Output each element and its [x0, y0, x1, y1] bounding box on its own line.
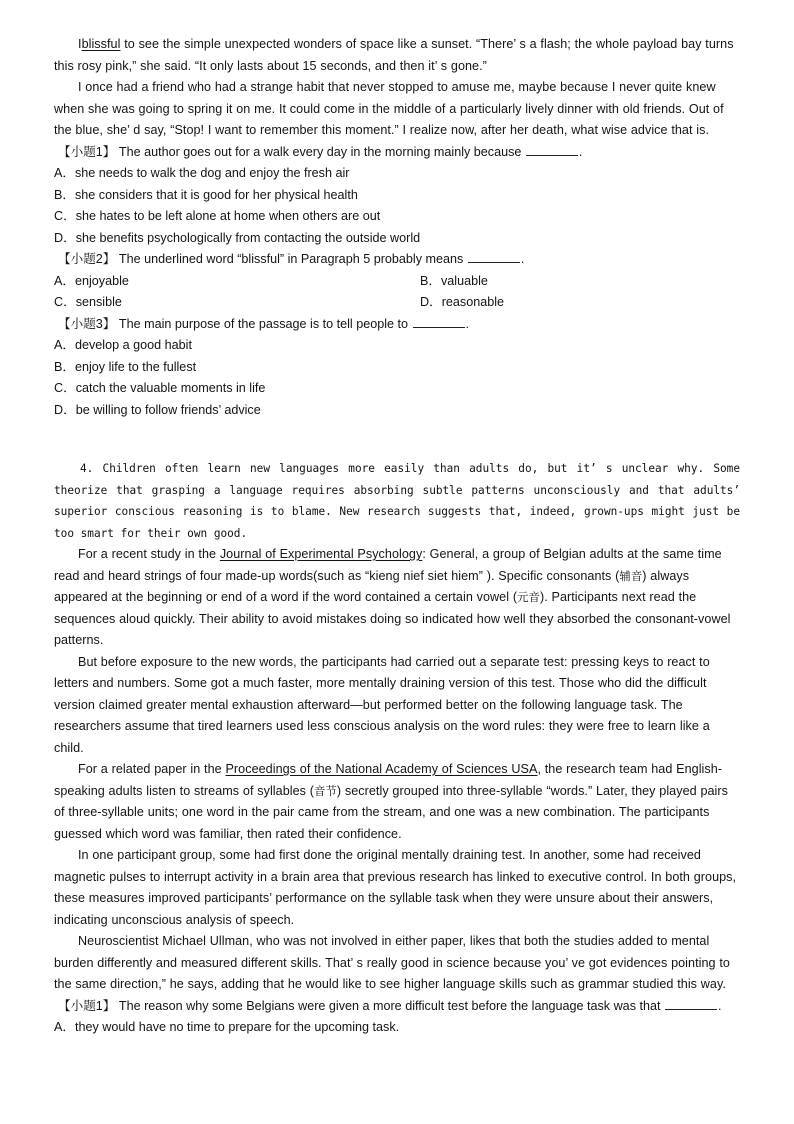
option-label: A． [54, 1020, 75, 1034]
option-text: valuable [441, 273, 488, 288]
question-2-option-a[interactable] [54, 271, 420, 293]
option-text: enjoy life to the fullest [75, 359, 197, 374]
option-label: C． [54, 209, 76, 223]
question-1-number: 【小题1】 [58, 144, 116, 159]
question-1-option-b[interactable] [54, 185, 740, 207]
passage-two-paragraph-2: But before exposure to the new words, the participants had carried out a separate test: pressing keys to react to letters and numbers. Some got a much faster, more mentally draining version of this test. Those who did the difficult version claimed greater mental exhaustion afterward—but performed better on the following language task. The researchers assume that tired learners used less conscious analysis on the word rules: they were free to learn like a child. [54, 654, 710, 755]
passage-two-paragraph-1 [54, 544, 740, 652]
passage-two-paragraph-4: In one participant group, some had first done the original mentally draining test. In another, some had received magnetic pulses to interrupt activity in a brain area that previous research has linked to executive control. In both groups, these measures improved participants’ performance on the syllable task when they were unsure about their answers, indicating unconscious analysis of speech. [54, 848, 737, 927]
journal-title-jep: Journal of Experimental Psychology [219, 547, 423, 561]
journal-title-pnas: Proceedings of the National Academy of Sciences USA [225, 762, 538, 776]
question-3-number: 【小题3】 [58, 316, 116, 331]
option-text: they would have no time to prepare for the upcoming task. [75, 1020, 400, 1034]
option-text: develop a good habit [75, 338, 192, 352]
option-label: A． [54, 166, 75, 180]
cjk-gloss-syllable: 音节 [314, 783, 337, 798]
passage-two-intro [54, 458, 740, 544]
answer-blank [413, 315, 465, 327]
question-2-option-c[interactable] [54, 292, 420, 314]
question-1-option-c[interactable] [54, 206, 740, 228]
text-segment: ). Participants next read the sequences aloud quickly. Their ability to avoid mistakes doing so indicated how well they absorbed the consonant-vowel patterns. [54, 590, 731, 647]
question-number: 【小题1】 [58, 998, 116, 1013]
option-text: she considers that it is good for her physical health [75, 187, 358, 202]
option-text: enjoyable [75, 273, 129, 288]
question-3-option-b[interactable] [54, 357, 740, 379]
text-segment: ) always appeared at the beginning or end of a word if the word contained a certain vowel ( [54, 568, 690, 604]
question-1-stem [54, 142, 740, 164]
option-label: A． [54, 273, 75, 288]
question-2-period: . [520, 252, 525, 266]
question-2-number: 【小题2】 [58, 252, 116, 266]
option-label: B． [420, 273, 441, 288]
text-segment: , the research team had English-speaking adults listen to streams of syllables ( [54, 762, 723, 798]
option-label: D． [420, 295, 442, 309]
question-1-text: The author goes out for a walk every day in the morning mainly because [118, 144, 522, 159]
passage-two-question-1-option-a[interactable] [54, 1017, 740, 1039]
option-text: reasonable [441, 295, 505, 309]
option-text: she hates to be left alone at home when others are out [75, 209, 381, 223]
text-segment: : General, a group of Belgian adults at the same time read and heard strings of four made-up words(such as “kieng nief siet hiem” ). Specific consonants ( [54, 547, 722, 583]
question-2-stem [54, 249, 740, 271]
question-1-option-a[interactable] [54, 163, 740, 185]
option-label: D． [54, 230, 76, 245]
cjk-gloss-vowel: 元音 [517, 590, 540, 604]
passage-two-question-1-stem [54, 996, 740, 1018]
text-segment: ) secretly grouped into three-syllable “words.” Later, they played pairs of three-syllable units; one word in the pair came from the stream, and one was a new combination. The participants guessed which word was familiar, then rated their confidence. [54, 783, 728, 841]
answer-blank [468, 251, 520, 263]
passage-two-intro-text: Children often learn new languages more easily than adults do, but it’ s unclear why. Some theorize that grasping a language requires absorbing subtle patterns unconsciously and that adults’ superior conscious reasoning is to blame. New research suggests that, indeed, grown-ups might just be too smart for their own good. [54, 462, 740, 540]
option-text: she benefits psychologically from contacting the outside world [75, 230, 421, 245]
question-3-option-c[interactable] [54, 378, 740, 400]
option-label: D． [54, 402, 76, 417]
question-period: . [718, 998, 722, 1013]
passage-one-paragraph-1 [54, 34, 740, 77]
question-3-text: The main purpose of the passage is to tell people to [118, 316, 409, 331]
option-text: she needs to walk the dog and enjoy the fresh air [75, 166, 350, 180]
option-label: C． [54, 295, 76, 309]
page-content [54, 34, 740, 1039]
text-segment: For a related paper in the [78, 762, 226, 776]
question-2-option-row-2 [54, 292, 740, 314]
question-2-text: The underlined word “blissful” in Paragraph 5 probably means [118, 252, 464, 266]
option-label: B． [54, 359, 75, 374]
section-spacer [54, 421, 740, 458]
option-label: C． [54, 381, 76, 395]
option-text: be willing to follow friends’ advice [75, 402, 261, 417]
option-label: A． [54, 338, 75, 352]
option-text: sensible [75, 295, 122, 309]
option-text: catch the valuable moments in life [75, 381, 266, 395]
question-3-period: . [465, 316, 470, 331]
question-2-option-row-1 [54, 271, 740, 293]
question-2-option-b[interactable] [420, 271, 740, 293]
question-3-option-a[interactable] [54, 335, 740, 357]
answer-blank [526, 143, 578, 155]
answer-blank [665, 997, 717, 1009]
text-segment: For a recent study in the [78, 547, 220, 561]
cjk-gloss-consonant: 辅音 [619, 568, 643, 583]
underlined-word-blissful: blissful [81, 37, 121, 51]
question-text: The reason why some Belgians were given a more difficult test before the language task was that [118, 998, 661, 1013]
passage-two-paragraph-5: Neuroscientist Michael Ullman, who was not involved in either paper, likes that both the studies added to mental burden differently and measured different skills. That’ s really good in science because you’ ve got evidences pointing to the same direction,” he says, adding that he would like to see higher language skills such as grammar studied this way. [54, 934, 730, 991]
question-1-option-d[interactable] [54, 228, 740, 250]
passage-two-paragraph-3 [54, 759, 740, 845]
passage-one-paragraph-2: I once had a friend who had a strange habit that never stopped to amuse me, maybe because I never quite knew when she was going to spring it on me. It could come in the middle of a particularly lively dinner with old friends. Out of the blue, she’ d say, “Stop! I want to remember this moment.” I realize now, after her death, what wise advice that is. [54, 80, 724, 137]
option-label: B． [54, 187, 75, 202]
question-2-option-d[interactable] [420, 292, 740, 314]
question-3-stem [54, 314, 740, 336]
question-3-option-d[interactable] [54, 400, 740, 422]
paragraph-text-part-2: to see the simple unexpected wonders of space like a sunset. “There’ s a flash; the whole payload bay turns this rosy pink,” she said. “It only lasts about 15 seconds, and then it’ s gone.” [54, 37, 734, 73]
paragraph-text-part-1: I [78, 37, 82, 51]
passage-two-number: 4. [80, 462, 94, 475]
question-1-period: . [578, 144, 583, 159]
